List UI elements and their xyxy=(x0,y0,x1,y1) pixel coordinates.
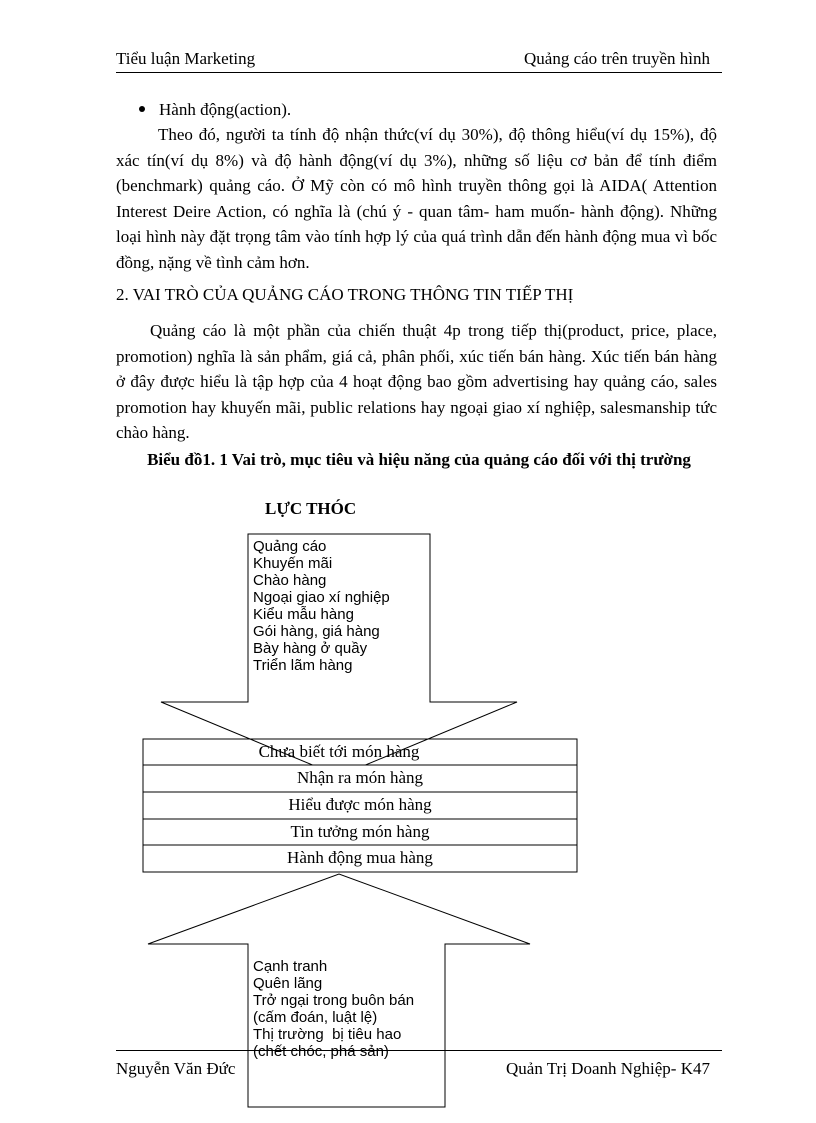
figure-caption: Biểu đồ1. 1 Vai trò, mục tiêu và hiệu năng của quảng cáo đối với thị trường xyxy=(147,450,691,469)
resist-factors-list xyxy=(253,958,414,1060)
footer-right: Quản Trị Doanh Nghiệp- K47 xyxy=(506,1059,710,1078)
push-item: Kiểu mẫu hàng xyxy=(253,606,354,623)
push-factors-list xyxy=(253,538,390,674)
push-item: Triển lãm hàng xyxy=(253,657,353,674)
paragraph-2-text: Quảng cáo là một phần của chiến thuật 4p trong tiếp thị(product, price, place, promotion) nghĩa là sản phẩm, giá cả, phân phối, xúc tiến bán hàng. Xúc tiến bán hàng ở đây được hiểu là tập hợp của 4 hoạt động bao gồm advertising hay quảng cáo, sales promotion hay khuyến mãi, public relations hay ngoại giao xí nghiệp, salesmanship tức chào hàng. xyxy=(116,321,717,443)
stage-4: Tin tưởng món hàng xyxy=(290,822,430,841)
resist-item: Thị trường bị tiêu hao xyxy=(253,1026,402,1043)
resist-item: Quên lãng xyxy=(253,975,323,992)
paragraph-1-text: Theo đó, người ta tính độ nhận thức(ví dụ 30%), độ thông hiểu(ví dụ 15%), độ xác tín(ví dụ 8%) và độ hành động(ví dụ 3%), những số liệu cơ bản để tính điểm (benchmark) quảng cáo. Ở Mỹ còn có mô hình truyền thông gọi là AIDA( Attention Interest Deire Action, có nghĩa là (chú ý - quan tâm- ham muốn- hành động). Những loại hình này đặt trọng tâm vào tính hợp lý của quá trình dẫn đến hành động mua vì bốc đồng, nặng về tình cảm hơn. xyxy=(116,125,717,272)
resist-item: (chết chóc, phá sản) xyxy=(253,1043,389,1060)
push-item: Khuyến mãi xyxy=(253,555,333,572)
page-footer xyxy=(116,1050,722,1091)
stage-2: Nhận ra món hàng xyxy=(296,768,424,787)
push-item: Ngoại giao xí nghiệp xyxy=(253,589,390,606)
force-label: LỰC THÓC xyxy=(265,499,357,518)
stage-1: Chưa biết tới món hàng xyxy=(258,742,420,761)
push-item: Chào hàng xyxy=(253,572,327,589)
push-item: Quảng cáo xyxy=(253,538,327,555)
resist-item: (cấm đoán, luật lệ) xyxy=(253,1009,378,1026)
stage-3: Hiểu được món hàng xyxy=(288,795,432,814)
footer-left: Nguyễn Văn Đức xyxy=(116,1059,236,1078)
resist-item: Trở ngại trong buôn bán xyxy=(253,992,415,1009)
push-item: Gói hàng, giá hàng xyxy=(253,623,380,640)
header-right: Quảng cáo trên truyền hình xyxy=(524,49,710,68)
header-left: Tiểu luận Marketing xyxy=(116,49,256,68)
push-item: Bày hàng ở quầy xyxy=(253,640,368,657)
stage-5: Hành động mua hàng xyxy=(287,848,433,867)
bullet-text: Hành động(action). xyxy=(159,100,292,119)
resist-item: Cạnh tranh xyxy=(253,958,328,975)
section-title: 2. VAI TRÒ CỦA QUẢNG CÁO TRONG THÔNG TIN TIẾP THỊ xyxy=(116,285,574,304)
